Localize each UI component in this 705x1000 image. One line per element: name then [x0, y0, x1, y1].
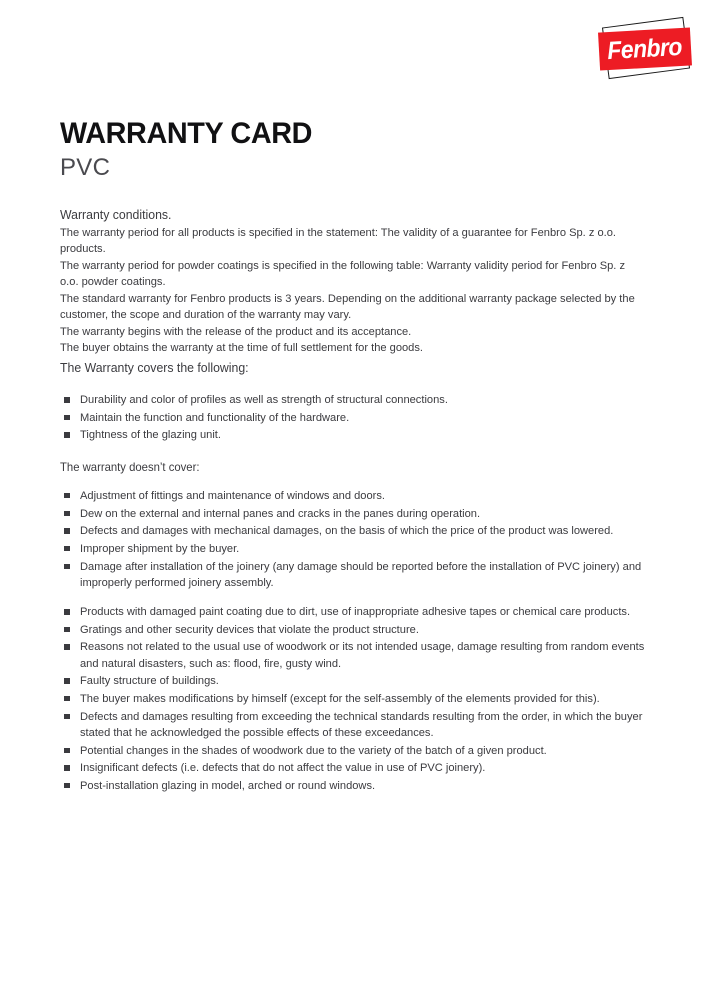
list-item	[60, 622, 660, 638]
square-bullet-icon	[64, 493, 70, 499]
list-item	[60, 760, 660, 776]
square-bullet-icon	[64, 528, 70, 534]
list-item-text: Improper shipment by the buyer.	[80, 542, 240, 555]
intro-paragraph-5: The buyer obtains the warranty at the time of full settlement for the goods.	[60, 342, 423, 355]
list-item	[60, 743, 660, 759]
square-bullet-icon	[64, 783, 70, 789]
brand-logo	[596, 18, 696, 90]
square-bullet-icon	[64, 696, 70, 702]
list-item	[60, 392, 660, 408]
list-item	[60, 559, 660, 591]
list-item-text: Products with damaged paint coating due to dirt, use of inappropriate adhesive tapes or chemical care products.	[80, 606, 631, 619]
list-item-text: Faulty structure of buildings.	[80, 675, 219, 688]
list-item	[60, 778, 660, 794]
list-item	[60, 639, 660, 671]
square-bullet-icon	[64, 765, 70, 771]
list-item-text: Post-installation glazing in model, arched or round windows.	[80, 779, 376, 792]
square-bullet-icon	[64, 511, 70, 517]
logo-red-plate	[598, 27, 692, 70]
square-bullet-icon	[64, 609, 70, 615]
list-item-text: Defects and damages with mechanical damages, on the basis of which the price of the product was lowered.	[80, 525, 614, 538]
list-item	[60, 673, 660, 689]
list-item-text: Insignificant defects (i.e. defects that do not affect the value in use of PVC joinery).	[80, 762, 486, 775]
list-item	[60, 410, 660, 426]
list-item-text: Tightness of the glazing unit.	[80, 429, 221, 442]
square-bullet-icon	[64, 415, 70, 421]
list-item	[60, 506, 660, 522]
square-bullet-icon	[64, 678, 70, 684]
not-covered-heading: The warranty doesn’t cover:	[60, 460, 200, 474]
square-bullet-icon	[64, 644, 70, 650]
list-item-text: Potential changes in the shades of woodwork due to the variety of the batch of a given product.	[80, 744, 547, 757]
square-bullet-icon	[64, 714, 70, 720]
list-item-text: Maintain the function and functionality of the hardware.	[80, 411, 350, 424]
intro-paragraph-3: The standard warranty for Fenbro products is 3 years. Depending on the additional warranty package selected by the customer, the scope and duration of the warranty may vary.	[60, 292, 635, 322]
list-item	[60, 427, 660, 443]
list-item	[60, 604, 660, 620]
list-item	[60, 541, 660, 557]
square-bullet-icon	[64, 564, 70, 570]
square-bullet-icon	[64, 432, 70, 438]
list-item-text: Damage after installation of the joinery (any damage should be reported before the installation of PVC joinery) and improperly performed joinery assembly.	[80, 560, 642, 589]
covers-heading: The Warranty covers the following:	[60, 360, 249, 375]
list-item-text: Durability and color of profiles as well as strength of structural connections.	[80, 394, 448, 407]
warranty-conditions-heading: Warranty conditions.	[60, 208, 172, 222]
square-bullet-icon	[64, 627, 70, 633]
list-item-text: Dew on the external and internal panes and cracks in the panes during operation.	[80, 507, 481, 520]
intro-paragraph-2: The warranty period for powder coatings is specified in the following table: Warranty validity period for Fenbro Sp. z o.o. powder coatings.	[60, 259, 626, 289]
list-item	[60, 691, 660, 707]
intro-paragraph-4: The warranty begins with the release of the product and its acceptance.	[60, 325, 412, 338]
list-item	[60, 709, 660, 741]
list-item-text: Reasons not related to the usual use of woodwork or its not intended usage, damage resulting from random events and natural disasters, such as: flood, fire, gusty wind.	[80, 641, 645, 670]
not-covered-items-list-group-one	[60, 488, 660, 591]
covered-items-list	[60, 392, 660, 444]
list-item	[60, 523, 660, 539]
intro-paragraph-1: The warranty period for all products is specified in the statement: The validity of a guarantee for Fenbro Sp. z o.o. products.	[60, 226, 617, 256]
list-item-text: The buyer makes modifications by himself (except for the self-assembly of the elements provided for this).	[80, 692, 600, 705]
not-covered-items-list-group-two	[60, 604, 660, 794]
list-item-text: Adjustment of fittings and maintenance of windows and doors.	[80, 489, 385, 502]
list-item	[60, 488, 660, 504]
page-title: WARRANTY CARD	[60, 117, 313, 150]
page-subtitle: PVC	[60, 154, 111, 181]
square-bullet-icon	[64, 397, 70, 403]
list-item-text: Gratings and other security devices that violate the product structure.	[80, 623, 419, 636]
logo-wordmark: Fenbro	[606, 32, 684, 65]
list-item-text: Defects and damages resulting from exceeding the technical standards resulting from the order, in which the buyer stated that he acknowledged the possible effects of these exceedances.	[80, 710, 643, 739]
square-bullet-icon	[64, 546, 70, 552]
document-body	[60, 207, 660, 796]
square-bullet-icon	[64, 748, 70, 754]
